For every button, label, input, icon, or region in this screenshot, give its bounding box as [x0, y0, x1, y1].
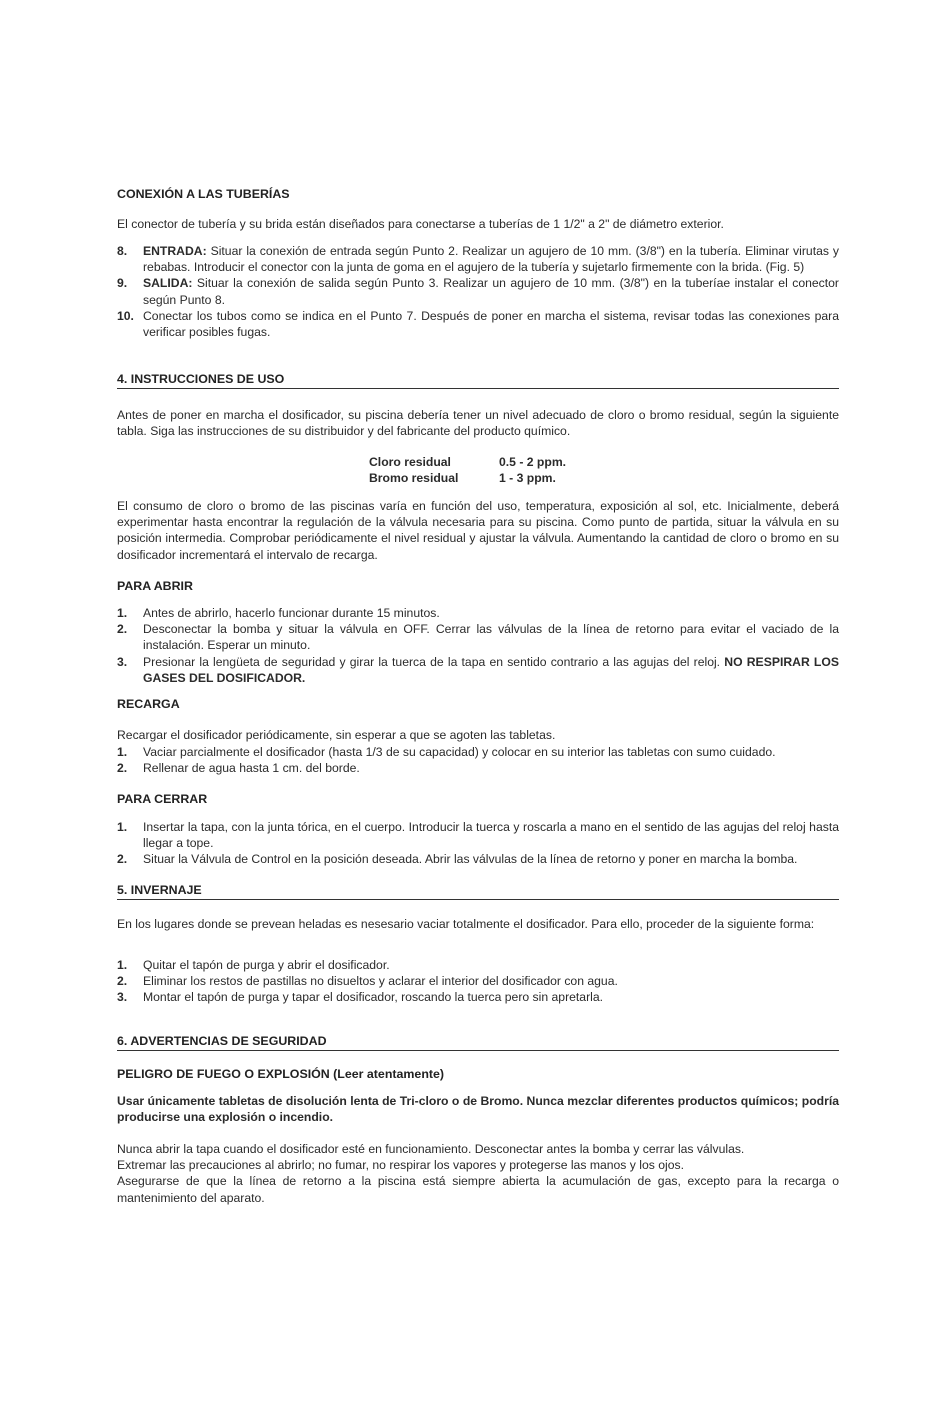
item-number: 2.	[117, 852, 128, 867]
item-text: Desconectar la bomba y situar la válvula en OFF. Cerrar las válvulas de la línea de retorno para evitar el vaciado de la instalación. Esperar un minuto.	[143, 622, 839, 653]
item-text: Quitar el tapón de purga y abrir el dosificador.	[143, 958, 390, 972]
item-text: Situar la conexión de salida según Punto 3. Realizar un agujero de 10 mm. (3/8") en la tuberíae instalar el conector según Punto 8.	[143, 276, 839, 307]
item-number: 1.	[117, 958, 128, 972]
recarga-list	[117, 744, 839, 776]
s5-intro: En los lugares donde se prevean heladas es nesesario vaciar totalmente el dosificador. Para ello, proceder de la siguiente forma:	[117, 917, 815, 931]
subheading-cerrar: PARA CERRAR	[117, 792, 208, 806]
item-number: 2.	[117, 761, 128, 776]
table-cell-label: Bromo residual	[369, 471, 459, 486]
item-text: Montar el tapón de purga y tapar el dosificador, roscando la tuerca pero sin apretarla.	[143, 990, 604, 1005]
item-number: 2.	[117, 974, 128, 989]
table-cell-value: 0.5 - 2 ppm.	[499, 455, 567, 469]
list-item	[117, 744, 839, 760]
invernaje-list	[117, 957, 839, 1006]
list-item	[117, 973, 839, 989]
s4-intro: Antes de poner en marcha el dosificador, su piscina debería tener un nivel adecuado de cloro o bromo residual, según la siguiente tabla. Siga las instrucciones de su distribuidor y del fabricante del producto químico.	[117, 408, 839, 439]
conexion-list	[117, 243, 839, 340]
safety-warning: Usar únicamente tabletas de disolución lenta de Tri-cloro o de Bromo. Nunca mezclar diferentes productos químicos; podría producirse una explosión o incendio.	[117, 1094, 839, 1125]
item-text: Rellenar de agua hasta 1 cm. del borde.	[143, 761, 360, 776]
subheading-recarga: RECARGA	[117, 697, 180, 711]
subheading-peligro-note: (Leer atentamente)	[329, 1067, 445, 1081]
safety-notes	[117, 1141, 839, 1206]
item-number: 10.	[117, 308, 134, 323]
list-item	[117, 243, 839, 275]
subheading-peligro	[117, 1066, 839, 1082]
safety-line: Asegurarse de que la línea de retorno a la piscina está siempre abierta la acumulación de gas, excepto para la recarga o mantenimiento del aparato.	[117, 1174, 839, 1205]
safety-line: Nunca abrir la tapa cuando el dosificador esté en funcionamiento. Desconectar antes la bomba y cerrar las válvulas.	[117, 1142, 745, 1156]
item-text: Vaciar parcialmente el dosificador (hasta 1/3 de su capacidad) y colocar en su interior las tabletas con sumo cuidado.	[143, 745, 776, 759]
section-heading-5: 5. INVERNAJE	[117, 882, 839, 900]
list-item	[117, 621, 839, 653]
item-text: Situar la Válvula de Control en la posición deseada. Abrir las válvulas de la línea de retorno y poner en marcha la bomba.	[143, 852, 798, 867]
list-item	[117, 989, 839, 1005]
item-text: Eliminar los restos de pastillas no disueltos y aclarar el interior del dosificador con agua.	[143, 974, 618, 989]
s4-paragraph: El consumo de cloro o bromo de las piscinas varía en función del uso, temperatura, exposición al sol, etc. Inicialmente, deberá experimentar hasta encontrar la regulación de la válvula necesaria para su piscina. Como punto de partida, situar la válvula en su posición intermedia. Comprobar periódicamente el nivel residual y ajustar la válvula. Aumentando la cantidad de cloro o bromo en su dosificador incrementará el intervalo de recarga.	[117, 499, 839, 562]
section-heading-6: 6. ADVERTENCIAS DE SEGURIDAD	[117, 1033, 839, 1051]
item-number: 1.	[117, 606, 128, 620]
list-item	[117, 851, 839, 867]
list-item	[117, 654, 839, 686]
list-item	[117, 957, 839, 973]
item-number: 1.	[117, 745, 128, 759]
list-item	[117, 308, 839, 340]
list-item	[117, 605, 839, 621]
list-item	[117, 275, 839, 307]
item-warning: NO RESPIRAR LOS GASES DEL DOSIFICADOR.	[143, 654, 839, 685]
list-item	[117, 819, 839, 851]
item-text: Insertar la tapa, con la junta tórica, en el cuerpo. Introducir la tuerca y roscarla a mano en el sentido de las agujas del reloj hasta llegar a tope.	[143, 820, 839, 851]
conexion-intro: El conector de tubería y su brida están diseñados para conectarse a tuberías de 1 1/2" a 2" de diámetro exterior.	[117, 217, 724, 231]
item-text: Conectar los tubos como se indica en el Punto 7. Después de poner en marcha el sistema, revisar todas las conexiones para verificar posibles fugas.	[143, 308, 839, 340]
cerrar-list	[117, 819, 839, 868]
table-cell-label: Cloro residual	[369, 455, 451, 469]
item-number: 2.	[117, 622, 128, 637]
item-number: 8.	[117, 244, 128, 258]
safety-line: Extremar las precauciones al abrirlo; no fumar, no respirar los vapores y protegerse las manos y los ojos.	[117, 1158, 684, 1173]
section-heading-conexion: CONEXIÓN A LAS TUBERÍAS	[117, 187, 290, 201]
item-number: 3.	[117, 654, 128, 669]
item-number: 3.	[117, 990, 128, 1005]
item-number: 9.	[117, 276, 128, 291]
item-number: 1.	[117, 820, 128, 834]
recarga-intro: Recargar el dosificador periódicamente, sin esperar a que se agoten las tabletas.	[117, 728, 556, 742]
item-text: Presionar la lengüeta de seguridad y girar la tuerca de la tapa en sentido contrario a las agujas del reloj.	[143, 654, 725, 669]
abrir-list	[117, 605, 839, 686]
table-cell-value: 1 - 3 ppm.	[499, 471, 556, 486]
subheading-abrir: PARA ABRIR	[117, 579, 193, 593]
residual-table	[369, 454, 589, 486]
item-label: SALIDA:	[143, 276, 193, 291]
item-text: Antes de abrirlo, hacerlo funcionar durante 15 minutos.	[143, 606, 440, 620]
item-label: ENTRADA:	[143, 244, 207, 258]
item-text: Situar la conexión de entrada según Punto 2. Realizar un agujero de 10 mm. (3/8") en la tubería. Eliminar virutas y rebabas. Introducir el conector con la junta de goma en el agujero de la tubería y sujetarlo firmemente con la brida. (Fig. 5)	[143, 244, 839, 275]
subheading-peligro-text: PELIGRO DE FUEGO O EXPLOSIÓN	[117, 1067, 330, 1081]
list-item	[117, 760, 839, 776]
section-heading-4: 4. INSTRUCCIONES DE USO	[117, 371, 839, 389]
